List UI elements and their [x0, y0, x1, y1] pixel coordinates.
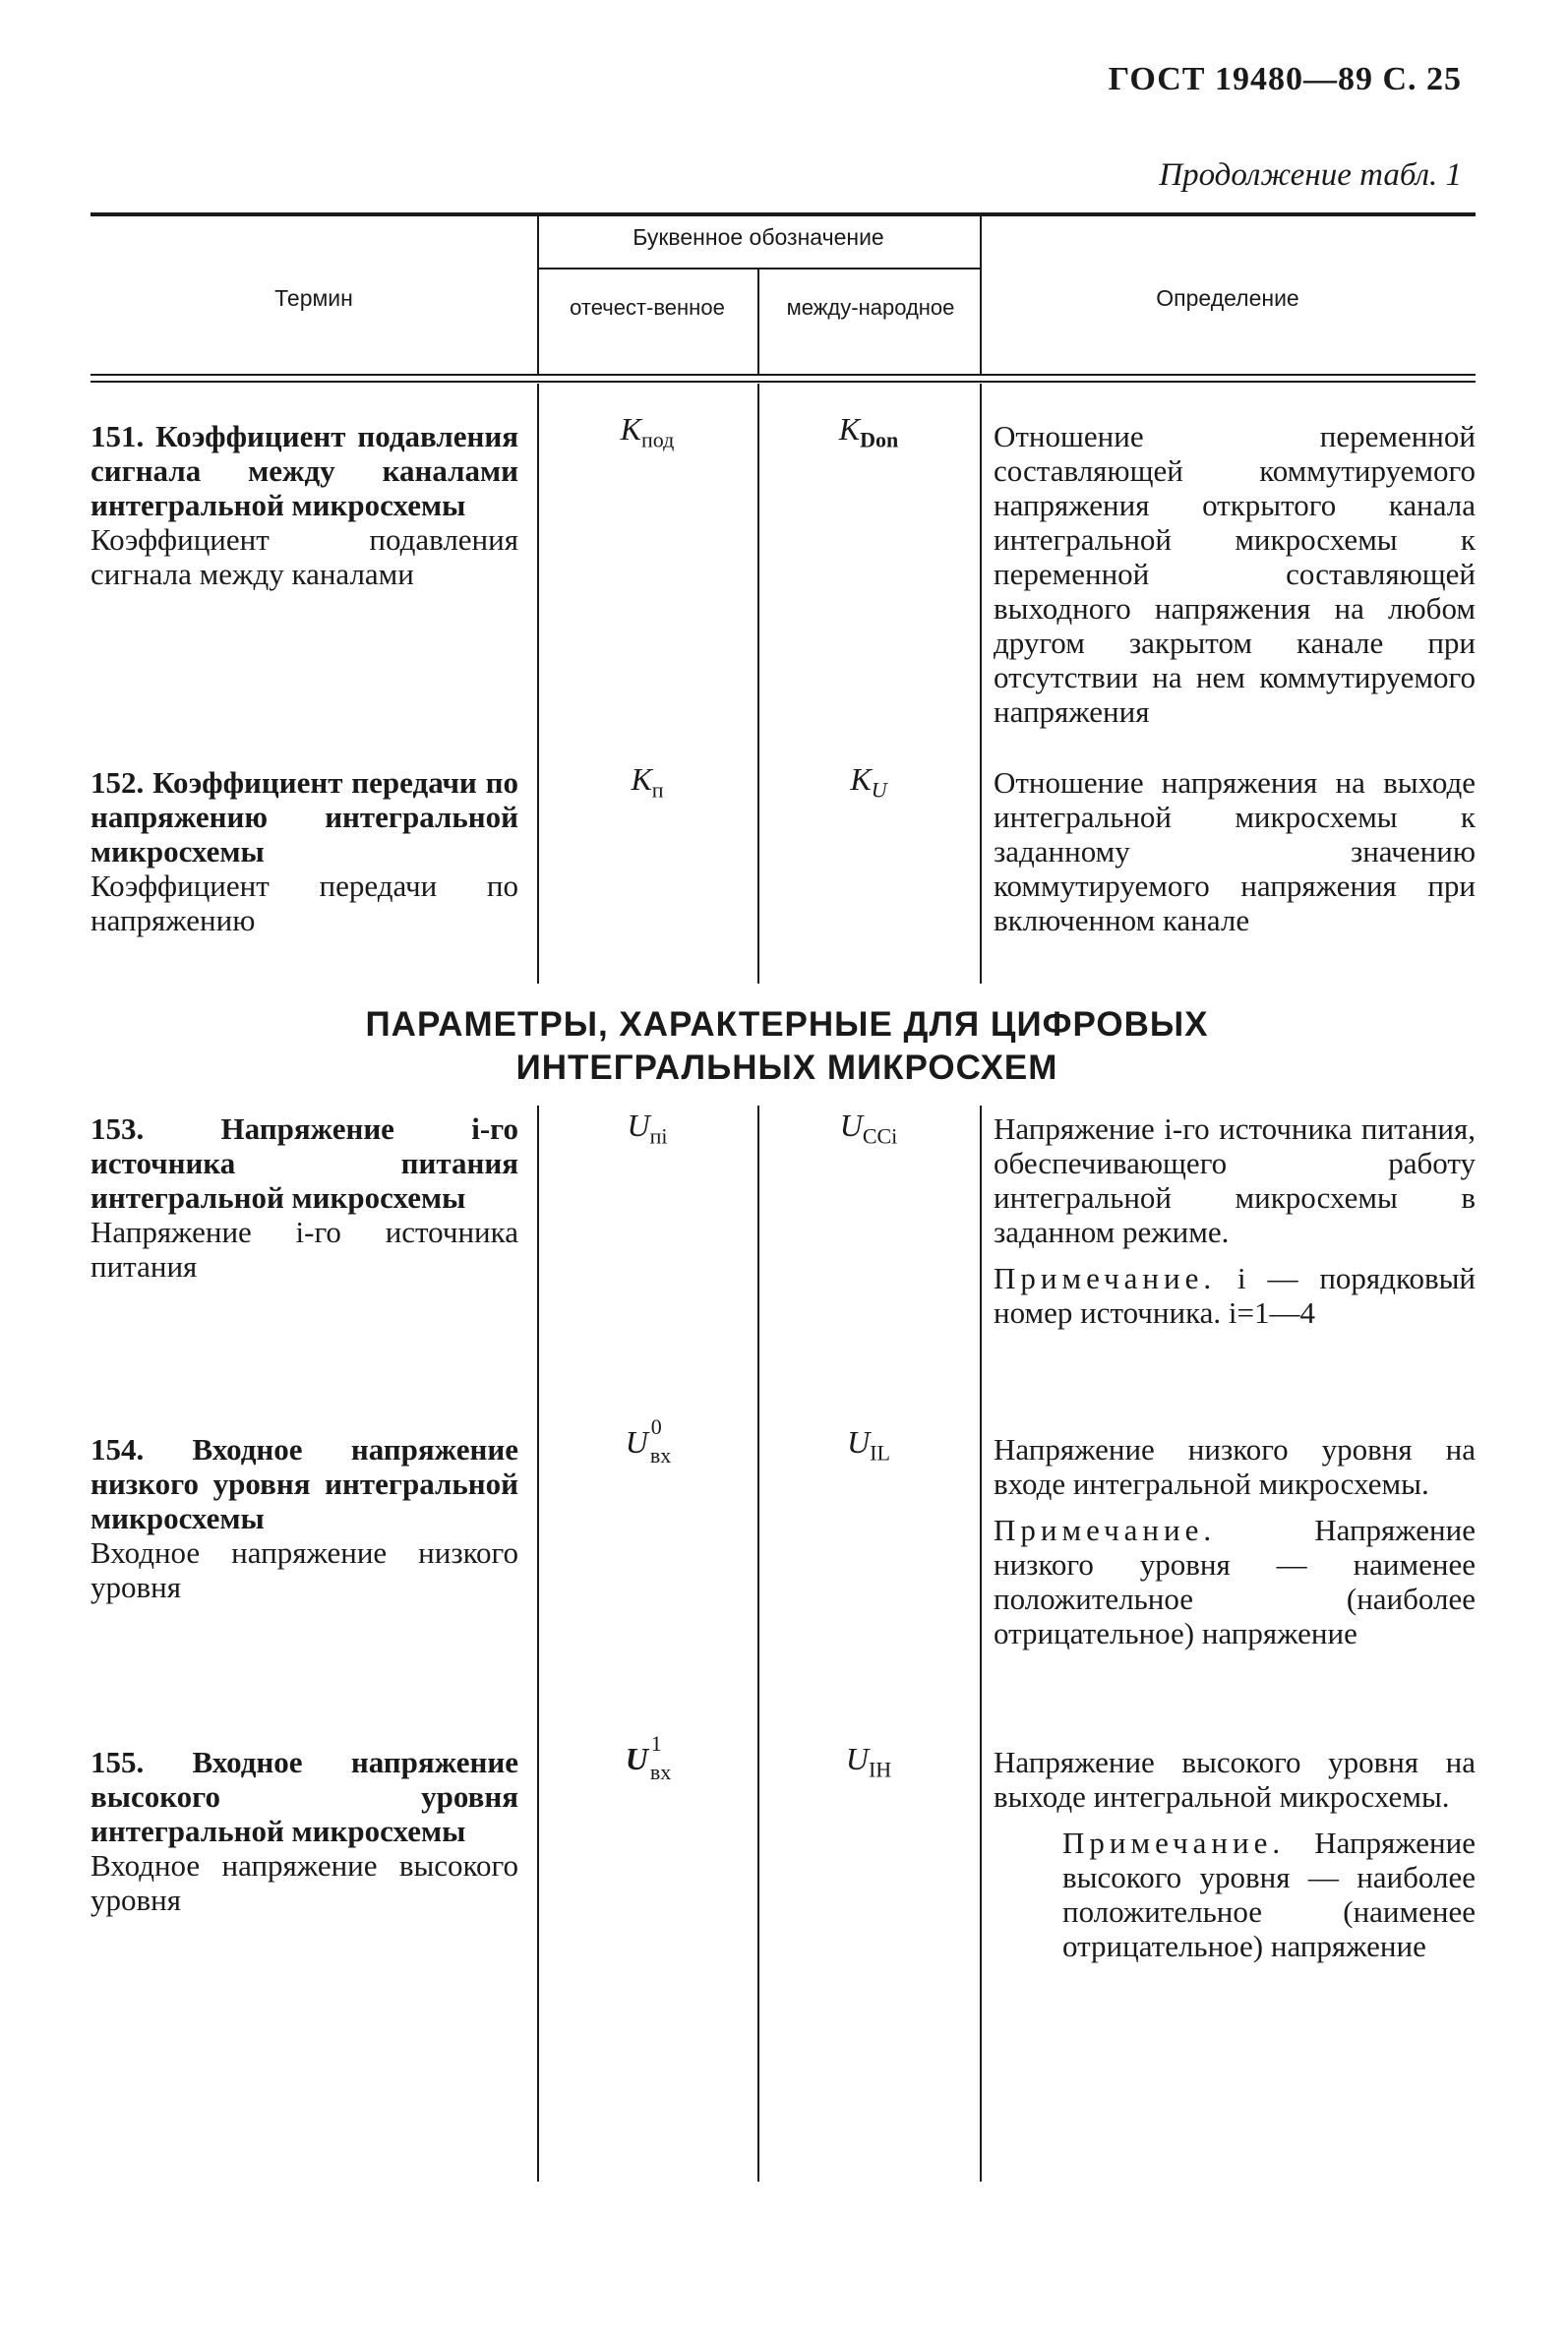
- definition-155-note: [994, 1826, 1476, 1963]
- definition-153-text: Напряжение i-го источника питания, обеспечивающего работу интегральной микросхемы в заданном режиме.: [994, 1111, 1476, 1249]
- section-title-line-2: ИНТЕГРАЛЬНЫХ МИКРОСХЕМ: [515, 1049, 1058, 1087]
- table-continuation-label: Продолжение табл. 1: [1159, 157, 1462, 193]
- body-divider-1b: [537, 1106, 539, 2182]
- symbol-stack: [625, 1731, 672, 1784]
- symbol-sup: 0: [650, 1414, 662, 1439]
- symbol-sub: IL: [870, 1440, 890, 1466]
- symbol-sub: вх: [649, 1443, 672, 1468]
- column-header-domestic: отечест-венное: [570, 295, 725, 320]
- term-151-name: 151. Коэффициент подавления сигнала между каналами интегральной микросхемы: [90, 419, 518, 522]
- term-153: [90, 1111, 518, 1284]
- section-title-line-1: ПАРАМЕТРЫ, ХАРАКТЕРНЫЕ ДЛЯ ЦИФРОВЫХ: [365, 1005, 1209, 1044]
- body-divider-2b: [757, 1106, 759, 2182]
- note-text: Напряжение высокого уровня — наиболее положительное (наименее отрицательное) напряжение: [1062, 1826, 1476, 1963]
- term-155: [90, 1745, 518, 1917]
- term-152-short: Коэффициент передачи по напряжению: [90, 869, 518, 937]
- symbol-153-international: [771, 1108, 966, 1149]
- body-divider-3a: [980, 384, 982, 984]
- column-header-definition: Определение: [1156, 285, 1299, 311]
- term-154-short: Входное напряжение низкого уровня: [90, 1535, 518, 1604]
- body-divider-1a: [537, 384, 539, 984]
- term-152-name: 152. Коэффициент передачи по напряжению интегральной микросхемы: [90, 765, 518, 869]
- header-bottom-rule-1: [90, 374, 1476, 376]
- section-title: [98, 1003, 1476, 1090]
- symbol-153-domestic: [551, 1108, 744, 1149]
- symbol-main: K: [631, 761, 652, 797]
- symbol-151-international: [771, 411, 966, 452]
- body-divider-3b: [980, 1106, 982, 2182]
- symbol-main: U: [839, 1108, 863, 1143]
- header-divider-2: [757, 268, 759, 374]
- term-155-short: Входное напряжение высокого уровня: [90, 1848, 518, 1917]
- symbol-sub: вх: [649, 1760, 672, 1784]
- symbol-sub: п: [651, 777, 664, 803]
- table-top-rule: [90, 212, 1476, 216]
- note-label: Примечание.: [994, 1261, 1217, 1295]
- term-154-name: 154. Входное напряжение низкого уровня интегральной микросхемы: [90, 1432, 518, 1535]
- symbol-main: U: [627, 1108, 650, 1143]
- definition-154: [994, 1432, 1476, 1650]
- definition-154-note: [994, 1513, 1476, 1650]
- header-subrule: [537, 268, 980, 270]
- term-153-short: Напряжение i-го источника питания: [90, 1215, 518, 1284]
- definition-154-text: Напряжение низкого уровня на входе интегральной микросхемы.: [994, 1432, 1476, 1501]
- column-header-letter-designation: Буквенное обозначение: [633, 224, 884, 250]
- term-151: [90, 419, 518, 591]
- term-152: [90, 765, 518, 937]
- symbol-main: K: [620, 411, 641, 447]
- symbol-main: U: [845, 1741, 869, 1776]
- symbol-main: K: [850, 761, 872, 797]
- body-divider-2a: [757, 384, 759, 984]
- symbol-main: U: [847, 1424, 871, 1460]
- note-text: i — порядковый номер источника. i=1—4: [994, 1261, 1477, 1330]
- definition-155: [994, 1745, 1476, 1963]
- column-header-term: Термин: [274, 285, 353, 311]
- column-header-international: между-народное: [786, 295, 955, 320]
- page-header-code: ГОСТ 19480—89 С. 25: [1108, 61, 1462, 97]
- symbol-sub: пi: [649, 1123, 668, 1149]
- term-153-name: 153. Напряжение i-го источника питания интегральной микросхемы: [90, 1111, 518, 1215]
- symbol-main: K: [838, 411, 861, 447]
- symbol-152-domestic: [551, 761, 744, 803]
- symbol-155-domestic: [551, 1731, 744, 1784]
- symbol-154-international: [771, 1424, 966, 1466]
- header-bottom-rule-2: [90, 381, 1476, 383]
- term-155-name: 155. Входное напряжение высокого уровня интегральной микросхемы: [90, 1745, 518, 1848]
- definition-151: Отношение переменной составляющей коммутируемого напряжения открытого канала интегральной микросхемы к переменной составляющей выходного напряжения на любом другом закрытом канале при отсутствии на нем коммутируемого напряжения: [994, 419, 1476, 729]
- definition-153: [994, 1111, 1476, 1330]
- note-label: Примечание.: [1062, 1826, 1286, 1860]
- symbol-stack: [625, 1414, 672, 1468]
- symbol-sub: под: [641, 427, 675, 452]
- symbol-sup: 1: [650, 1731, 662, 1756]
- note-label: Примечание.: [994, 1513, 1217, 1547]
- definition-153-note: [994, 1261, 1476, 1330]
- definition-152: Отношение напряжения на выходе интегральной микросхемы к заданному значению коммутируемого напряжения при включенном канале: [994, 765, 1476, 937]
- note-text: Напряжение низкого уровня — наименее положительное (наиболее отрицательное) напряжение: [994, 1513, 1476, 1650]
- definition-155-text: Напряжение высокого уровня на выходе интегральной микросхемы.: [994, 1745, 1476, 1814]
- symbol-151-domestic: [551, 411, 744, 452]
- symbol-sub: IH: [868, 1757, 892, 1782]
- symbol-main: U: [625, 1424, 648, 1460]
- symbol-main: U: [625, 1741, 648, 1776]
- symbol-sub: Don: [860, 427, 899, 452]
- symbol-155-international: [771, 1741, 966, 1782]
- term-151-short: Коэффициент подавления сигнала между каналами: [90, 522, 518, 591]
- term-154: [90, 1432, 518, 1604]
- symbol-sub: U: [871, 777, 887, 803]
- symbol-154-domestic: [551, 1414, 744, 1468]
- symbol-152-international: [771, 761, 966, 803]
- symbol-sub: CCi: [862, 1123, 898, 1149]
